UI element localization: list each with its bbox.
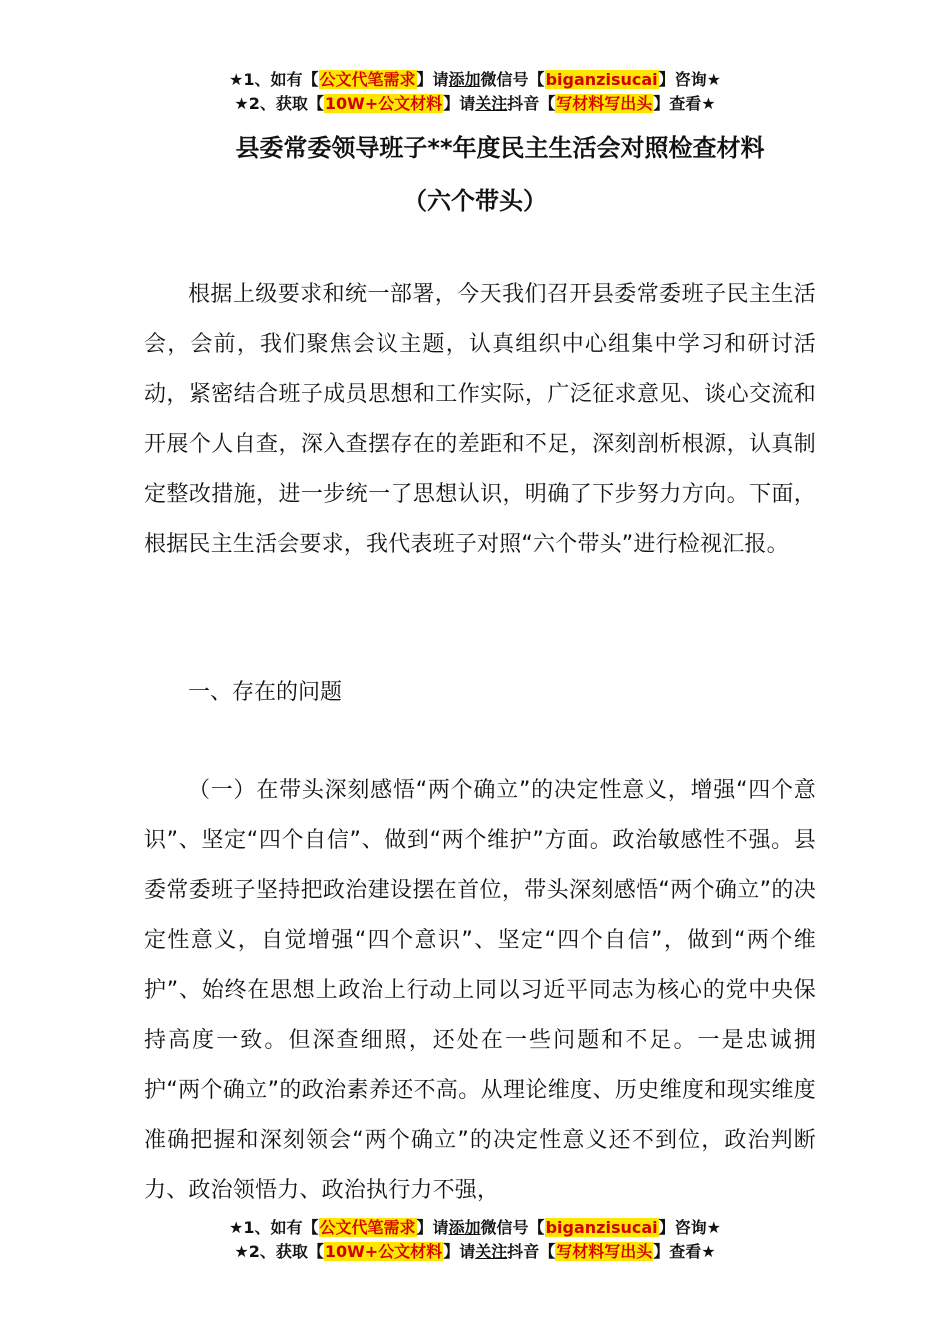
footer-banner [0, 1216, 950, 1264]
document-title: 县委常委领导班子**年度民主生活会对照检查材料 [235, 134, 765, 162]
highlight-wechat-id: biganzisucai [545, 1218, 658, 1237]
highlight-douyin: 写材料写出头 [556, 94, 653, 113]
highlight-materials: 10W+公文材料 [324, 94, 443, 113]
highlight-service: 公文代笔需求 [319, 1218, 416, 1237]
highlight-service: 公文代笔需求 [319, 70, 416, 89]
highlight-materials: 10W+公文材料 [324, 1242, 443, 1261]
section-heading: 一、存在的问题 [188, 680, 343, 705]
banner-line-1: ★1、如有【公文代笔需求】请添加微信号【biganzisucai】咨询★ [229, 70, 721, 89]
banner-line-1: ★1、如有【公文代笔需求】请添加微信号【biganzisucai】咨询★ [229, 1218, 721, 1237]
document-subtitle: （六个带头） [403, 187, 547, 215]
banner-line-2: ★2、获取【10W+公文材料】请关注抖音【写材料写出头】查看★ [234, 1242, 716, 1261]
subsection-paragraph: （一）在带头深刻感悟“两个确立”的决定性意义，增强“四个意识”、坚定“四个自信”、做到“两个维护”方面。政治敏感性不强。县委常委班子坚持把政治建设摆在首位，带头深刻感悟“两个确立”的决定性意义，自觉增强“四个意识”、坚定“四个自信”，做到“两个维护”、始终在思想上政治上行动上同以习近平同志为核心的党中央保持高度一致。但深查细照，还处在一些问题和不足。一是忠诚拥护“两个确立”的政治素养还不高。从理论维度、历史维度和现实维度准确把握和深刻领会“两个确立”的决定性意义还不到位，政治判断力、政治领悟力、政治执行力不强， [144, 778, 816, 1203]
highlight-douyin: 写材料写出头 [556, 1242, 653, 1261]
highlight-wechat-id: biganzisucai [545, 70, 658, 89]
banner-line-2: ★2、获取【10W+公文材料】请关注抖音【写材料写出头】查看★ [234, 94, 716, 113]
intro-paragraph: 根据上级要求和统一部署，今天我们召开县委常委班子民主生活会，会前，我们聚焦会议主题，认真组织中心组集中学习和研讨活动，紧密结合班子成员思想和工作实际，广泛征求意见、谈心交流和开展个人自查，深入查摆存在的差距和不足，深刻剖析根源，认真制定整改措施，进一步统一了思想认识，明确了下步努力方向。下面，根据民主生活会要求，我代表班子对照“六个带头”进行检视汇报。 [144, 282, 816, 557]
header-banner [0, 68, 950, 116]
